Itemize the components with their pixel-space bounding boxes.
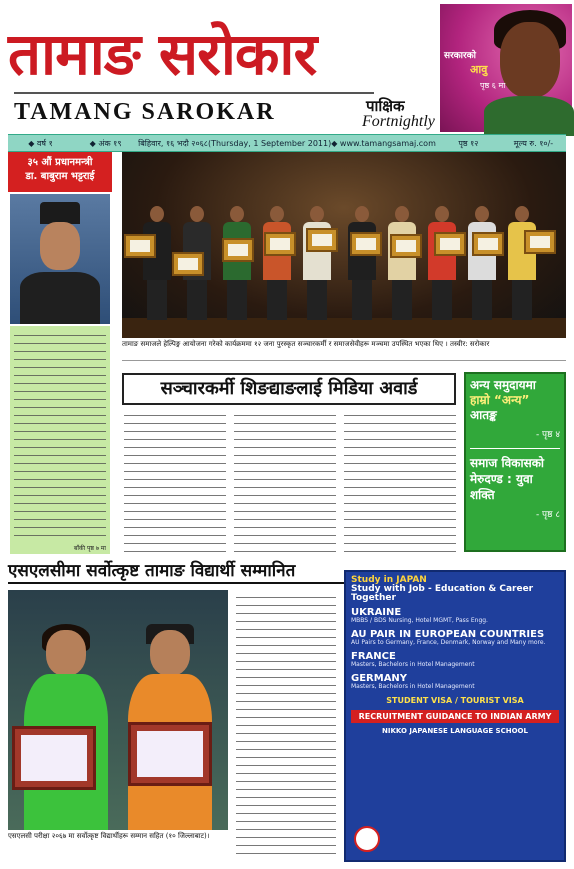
photo-person [347, 206, 377, 320]
inside-teaser-box[interactable] [464, 372, 566, 552]
award-plaque [124, 234, 156, 258]
award-plaque [472, 232, 504, 256]
photo-person [142, 206, 172, 320]
award-plaque [306, 228, 338, 252]
ad-aupair-text: AU Pairs to Germany, France, Denmark, Norway and Many more. [351, 639, 546, 646]
page-count: पृष्ठ १२ [458, 138, 479, 148]
portrait-caption-2: आवु [470, 63, 488, 76]
pm-article-text [14, 330, 106, 540]
headline-slc-students: एसएलसीमा सर्वोत्कृष्ट तामाङ विद्यार्थी सम्मानित [8, 560, 566, 584]
award-plaque [390, 234, 422, 258]
award-photo-caption: तामाङ समाजले हेल्पिङ्ग आयोजना गरेको कार्यक्रममा १२ जना पुरस्कृत सञ्चारकर्मी र समाजसेवीहरू मञ्चमा उपस्थित भएका थिए । तस्वीर: सरोकार [122, 340, 566, 361]
article-column-3 [344, 410, 456, 556]
issue-date-nepali: बिहिवार, १६ भदौ २०६८ [138, 138, 208, 148]
price: मूल्य रु. १०/- [513, 138, 554, 148]
award-plaque [222, 238, 254, 262]
teaser-2-page: - पृष्ठ ८ [535, 510, 560, 520]
ad-school-name: NIKKO JAPANESE LANGUAGE SCHOOL [382, 727, 528, 735]
masthead-pakshik: पाक्षिक [366, 97, 405, 115]
stage-floor [122, 318, 566, 338]
photo-person [222, 206, 252, 320]
ad-ukraine-text: MBBS / BDS Nursing, Hotel MGMT, Pass Engg. [351, 617, 488, 624]
ad-study-japan: Study in JAPAN [351, 575, 427, 585]
photo-person [302, 206, 332, 320]
photo-person [262, 206, 292, 320]
ad-army-banner: RECRUITMENT GUIDANCE TO INDIAN ARMY [351, 710, 559, 723]
issue-info-bar [8, 134, 566, 152]
issue-number: ◆ अंक १९ [89, 138, 122, 148]
pm-heading [8, 152, 112, 192]
ad-germany-text: Masters, Bachelors in Hotel Management [351, 683, 475, 690]
students-photo [8, 590, 228, 830]
teaser-1-line1: अन्य समुदायमा [470, 378, 536, 392]
portrait-face [500, 22, 560, 98]
portrait-caption-3: पृष्ठ ६ मा [480, 81, 506, 90]
teaser-1-line3: आतङ्क [470, 408, 497, 422]
award-plaque [172, 252, 204, 276]
masthead-divider [14, 92, 374, 94]
pm-article-continued: बाँकी पृष्ठ ७ मा [73, 545, 106, 552]
award-plaque [434, 232, 466, 256]
award-plaque [524, 230, 556, 254]
article-column-1 [124, 410, 226, 556]
photo-person [507, 206, 537, 320]
students-photo-caption: एसएलसी परीक्षा २०६७ मा सर्वोत्कृष्ट विद्यार्थीहरू सम्मान सहित (१० जिल्लाबाट)। [8, 832, 210, 840]
portrait-caption-1: सरकारको [444, 51, 476, 61]
ad-aupair-title: AU PAIR IN EUROPEAN COUNTRIES [351, 629, 545, 640]
school-logo-icon [354, 826, 380, 852]
award-plaque [350, 232, 382, 256]
award-plaque [264, 232, 296, 256]
study-abroad-advertisement[interactable] [344, 570, 566, 862]
ad-germany-title: GERMANY [351, 673, 408, 684]
photo-person [427, 206, 457, 320]
students-article-column [236, 592, 336, 856]
ad-france-text: Masters, Bachelors in Hotel Management [351, 661, 475, 668]
issue-date-english: (Thursday, 1 September 2011) [207, 138, 332, 148]
teaser-1-line2: हाम्रो “अन्य” [470, 393, 530, 407]
masthead-title: तामाङ सरोकार [8, 20, 317, 88]
photo-person [387, 206, 417, 320]
award-ceremony-photo [122, 152, 566, 338]
headline-media-award: सञ्चारकर्मी शिङद्याङलाई मिडिया अवार्ड [122, 373, 456, 405]
teaser-2-line2: मेरुदण्ड : युवा [470, 472, 533, 486]
pm-photo [10, 194, 110, 324]
student-certificate [128, 722, 212, 786]
pm-cap-shape [40, 202, 80, 224]
ad-ukraine-title: UKRAINE [351, 607, 402, 618]
masthead-fortnightly: Fortnightly [362, 113, 435, 130]
teaser-2-line1: समाज विकासको [470, 456, 545, 470]
pm-coat-shape [20, 272, 100, 324]
teaser-1-page: - पृष्ठ ४ [535, 430, 560, 440]
website-link[interactable]: ◆ www.tamangsamaj.com [331, 138, 436, 148]
masthead-latin-title: TAMANG SAROKAR [14, 99, 276, 125]
issue-volume: ◆ वर्ष १ [28, 138, 53, 148]
portrait-body [484, 96, 574, 136]
teaser-2-line3: शक्ति [470, 488, 495, 502]
ad-france-title: FRANCE [351, 651, 396, 662]
teaser-divider [470, 448, 560, 449]
pm-article-body [10, 326, 110, 554]
pm-heading-line1: ३५ औं प्रधानमन्त्री [27, 157, 93, 168]
pm-heading-line2: डा. बाबुराम भट्टराई [25, 171, 95, 182]
photo-person [467, 206, 497, 320]
student-certificate [12, 726, 96, 790]
ad-visa-line: STUDENT VISA / TOURIST VISA [386, 696, 524, 705]
cover-portrait-photo [440, 4, 572, 132]
pm-face-shape [40, 222, 80, 270]
article-column-2 [234, 410, 336, 556]
ad-tagline: Study with Job - Education & Career Together [351, 584, 534, 603]
